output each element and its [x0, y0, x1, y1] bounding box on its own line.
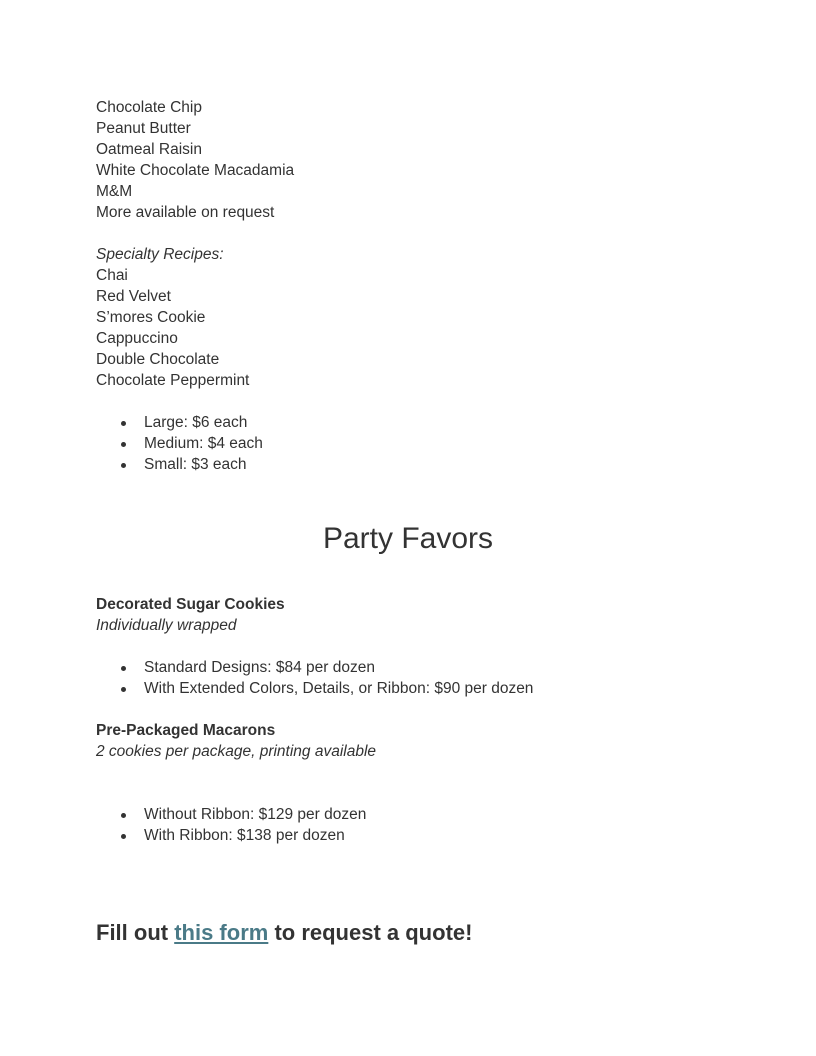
- product-name: Pre-Packaged Macarons: [96, 722, 276, 739]
- specialty-item: Red Velvet: [96, 288, 171, 305]
- macarons-block: [96, 720, 720, 846]
- spacer: [96, 762, 720, 804]
- product-name: Decorated Sugar Cookies: [96, 596, 285, 613]
- flavor-item: More available on request: [96, 204, 275, 221]
- spacer: [96, 846, 720, 919]
- price-item: Large: $6 each: [96, 412, 720, 433]
- cta-prefix: Fill out: [96, 920, 175, 945]
- specialty-item: Chocolate Peppermint: [96, 372, 250, 389]
- quote-form-link[interactable]: this form: [174, 920, 269, 945]
- cookie-price-list: [96, 412, 720, 475]
- flavor-item: Peanut Butter: [96, 120, 191, 137]
- flavor-item: M&M: [96, 183, 133, 200]
- cta-suffix: to request a quote!: [268, 920, 473, 945]
- product-note: Individually wrapped: [96, 617, 237, 634]
- spacer: [96, 475, 720, 521]
- document-content: [96, 97, 720, 947]
- specialty-item: Cappuccino: [96, 330, 178, 347]
- price-item: Medium: $4 each: [96, 433, 720, 454]
- price-item: Without Ribbon: $129 per dozen: [96, 804, 720, 825]
- spacer: [96, 699, 720, 720]
- spacer: [96, 223, 720, 244]
- specialty-item: S’mores Cookie: [96, 309, 206, 326]
- section-title: Party Favors: [322, 522, 494, 555]
- flavor-item: Chocolate Chip: [96, 99, 202, 116]
- price-item: With Ribbon: $138 per dozen: [96, 825, 720, 846]
- sugar-cookies-price-list: [96, 657, 720, 699]
- macarons-price-list: [96, 804, 720, 846]
- specialty-item: Chai: [96, 267, 128, 284]
- quote-call-to-action: [96, 919, 720, 947]
- spacer: [96, 391, 720, 412]
- flavor-item: Oatmeal Raisin: [96, 141, 202, 158]
- price-item: With Extended Colors, Details, or Ribbon: $90 per dozen: [96, 678, 720, 699]
- specialty-item: Double Chocolate: [96, 351, 220, 368]
- spacer: [96, 557, 720, 594]
- sugar-cookies-block: [96, 594, 720, 699]
- specialty-list: [96, 244, 720, 391]
- flavor-list: [96, 97, 720, 223]
- specialty-heading: Specialty Recipes:: [96, 246, 224, 263]
- flavor-item: White Chocolate Macadamia: [96, 162, 295, 179]
- price-item: Small: $3 each: [96, 454, 720, 475]
- price-item: Standard Designs: $84 per dozen: [96, 657, 720, 678]
- product-note: 2 cookies per package, printing available: [96, 743, 377, 760]
- spacer: [96, 636, 720, 657]
